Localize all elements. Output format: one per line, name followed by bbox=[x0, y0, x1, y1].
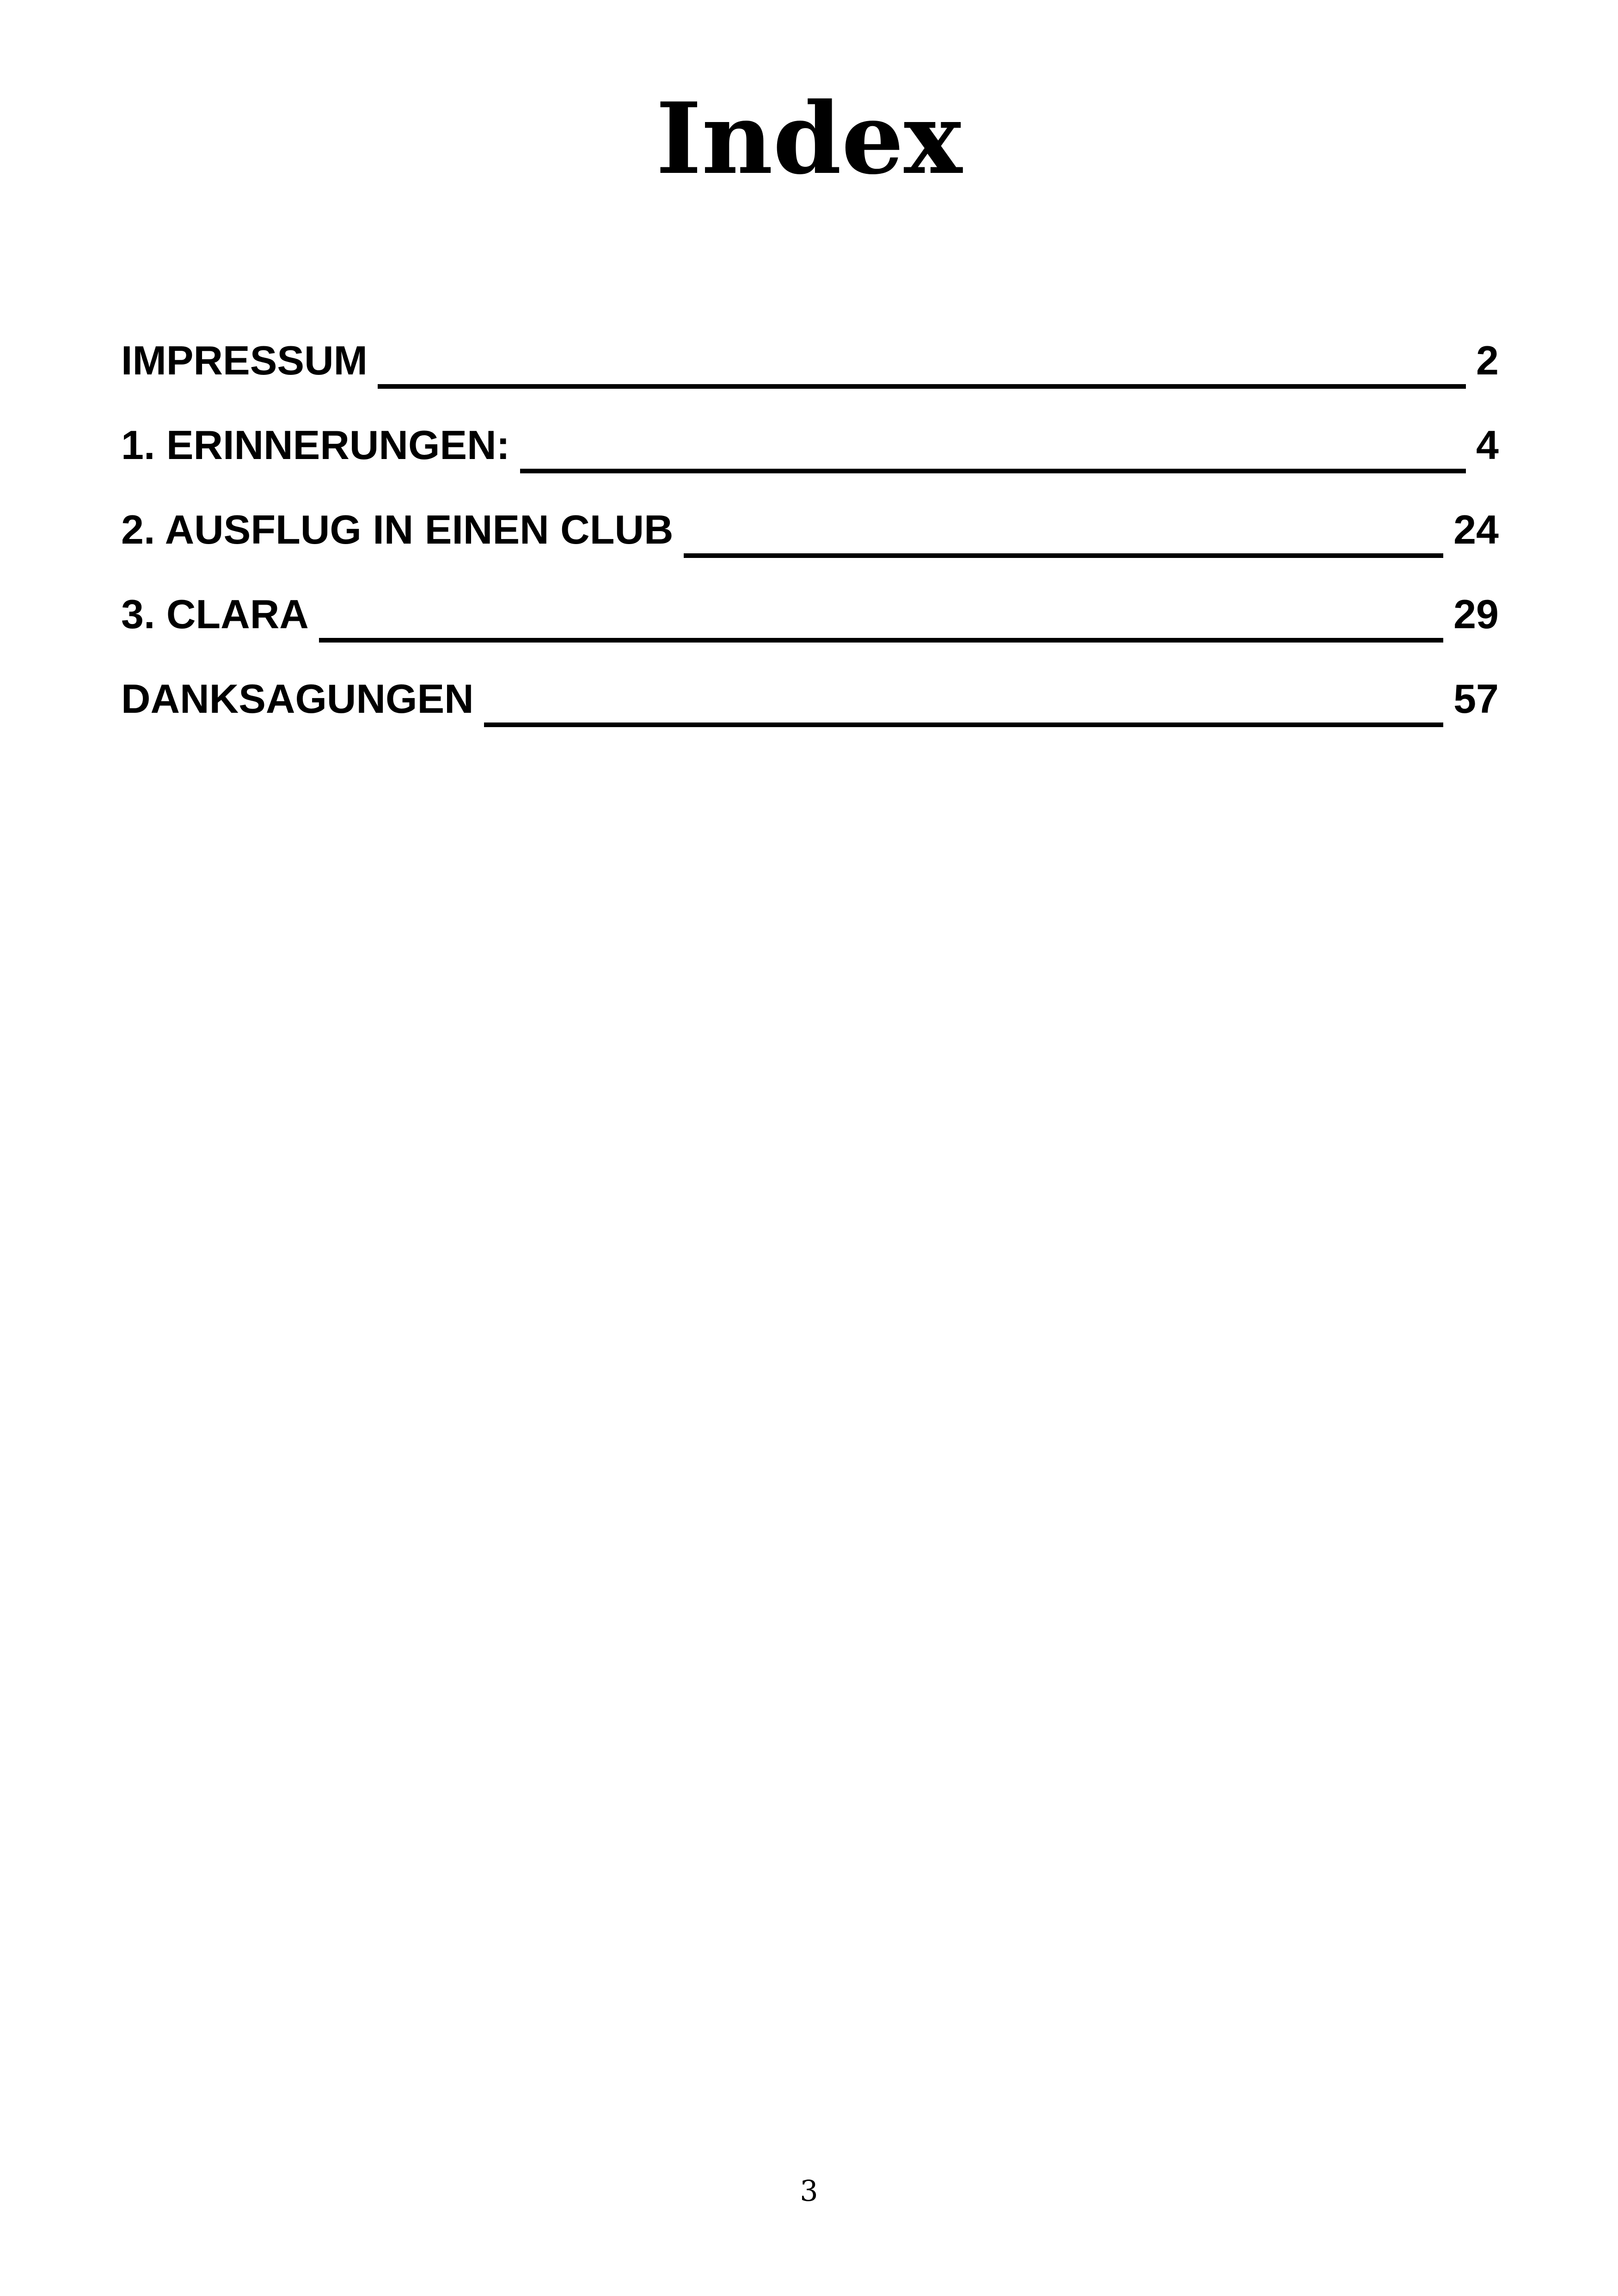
toc-entry-label: DANKSAGUNGEN bbox=[121, 676, 474, 722]
page-number: 3 bbox=[800, 2174, 818, 2208]
toc-leader-line bbox=[520, 469, 1466, 473]
toc-entry-impressum[interactable] bbox=[121, 328, 1499, 413]
toc-entry-label: 3. CLARA bbox=[121, 591, 309, 637]
toc-leader-line bbox=[378, 384, 1466, 389]
toc-entry-page: 4 bbox=[1476, 422, 1499, 468]
toc-entry-label: 2. AUSFLUG IN EINEN CLUB bbox=[121, 507, 674, 552]
toc-entry-ausflug[interactable] bbox=[121, 497, 1499, 582]
toc-entry-label: IMPRESSUM bbox=[121, 337, 368, 383]
toc-entry-page: 24 bbox=[1453, 507, 1499, 552]
toc-entry-label: 1. ERINNERUNGEN: bbox=[121, 422, 510, 468]
table-of-contents bbox=[121, 328, 1499, 751]
toc-entry-danksagungen[interactable] bbox=[121, 667, 1499, 751]
toc-entry-page: 29 bbox=[1453, 591, 1499, 637]
toc-entry-clara[interactable] bbox=[121, 582, 1499, 667]
toc-entry-page: 57 bbox=[1453, 676, 1499, 722]
toc-leader-line bbox=[319, 638, 1443, 643]
toc-entry-page: 2 bbox=[1476, 337, 1499, 383]
page-title: Index bbox=[656, 81, 962, 196]
toc-leader-line bbox=[684, 553, 1444, 558]
toc-entry-erinnerungen[interactable] bbox=[121, 413, 1499, 497]
toc-leader-line bbox=[484, 722, 1443, 727]
